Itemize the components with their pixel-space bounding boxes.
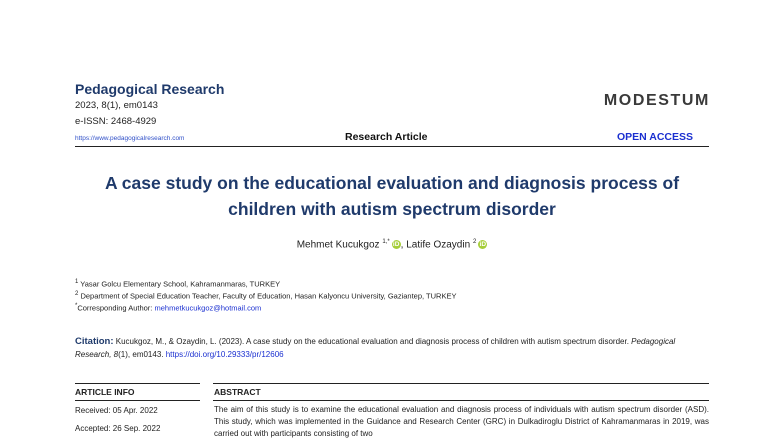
accepted-date: Accepted: 26 Sep. 2022 [75, 424, 161, 433]
title-line-1: A case study on the educational evaluation and diagnosis process of [104, 173, 680, 193]
header-divider [75, 146, 709, 147]
abstract-heading: ABSTRACT [214, 387, 261, 397]
corresponding-author [75, 303, 261, 313]
abstract-text: The aim of this study is to examine the educational evaluation and diagnosis process of individuals with autism spectrum disorder (ASD). This study, which was implemented in the Guidance and Research Center (GRC) in Dulkadiroglu District of Kahramanmaras in 2019, was carried out with participants consisting of two [214, 405, 709, 438]
author-name: Latife Ozaydin [406, 239, 471, 251]
corresponding-label: Corresponding Author: [77, 303, 155, 313]
author-name: Mehmet Kucukgoz [296, 239, 380, 251]
abstract-bottom-rule [213, 400, 709, 401]
citation-text: Kucukgoz, M., & Ozaydin, L. (2023). A case study on the educational evaluation and diagnosis process of children with autism spectrum disorder. [113, 337, 632, 346]
author-superscript: 2 [472, 239, 477, 245]
received-date: Received: 05 Apr. 2022 [75, 406, 158, 415]
corresponding-superscript: * [75, 303, 78, 309]
affiliation-superscript: 1 [75, 279, 79, 285]
article-info-bottom-rule [75, 400, 200, 401]
email-link[interactable]: mehmetkucukgoz@hotmail.com [154, 303, 262, 313]
article-type: Research Article [345, 131, 428, 143]
article-info-heading: ARTICLE INFO [75, 387, 135, 397]
citation-journal: Pedagogical Research, 8 [75, 337, 676, 359]
volume-info: 2023, 8(1), em0143 [75, 100, 158, 111]
citation-block [75, 335, 709, 361]
paper-title [60, 170, 724, 222]
author-list: Mehmet Kucukgoz $^{1,*}$ iD, Latife Ozaydin $^2$ iD [296, 239, 487, 251]
journal-name: Pedagogical Research [75, 81, 225, 97]
author-superscript: 1,* [382, 239, 390, 245]
article-info-top-rule [75, 383, 200, 384]
issn: e-ISSN: 2468-4929 [75, 116, 157, 127]
orcid-icon[interactable]: iD [392, 241, 400, 249]
affiliation-superscript: 2 [75, 291, 79, 297]
affiliation-text: Department of Special Education Teacher, Faculty of Education, Hasan Kalyoncu University, Gaziantep, TURKEY [80, 291, 457, 301]
affiliation-2 [75, 291, 456, 301]
affiliation-1 [75, 279, 280, 289]
orcid-icon[interactable]: iD [479, 241, 487, 249]
title-line-2: children with autism spectrum disorder [228, 199, 556, 219]
publisher-logo: MODESTUM [603, 92, 710, 109]
citation-label: Citation: [75, 336, 114, 347]
citation-rest: (1), em0143. [118, 350, 166, 359]
affiliation-text: Yasar Golcu Elementary School, Kahramanmaras, TURKEY [80, 279, 281, 289]
doi-link[interactable]: https://doi.org/10.29333/pr/12606 [165, 350, 284, 359]
abstract-top-rule [213, 383, 709, 384]
journal-url-link[interactable]: https://www.pedagogicalresearch.com [75, 135, 185, 142]
open-access-badge: OPEN ACCESS [616, 131, 693, 143]
